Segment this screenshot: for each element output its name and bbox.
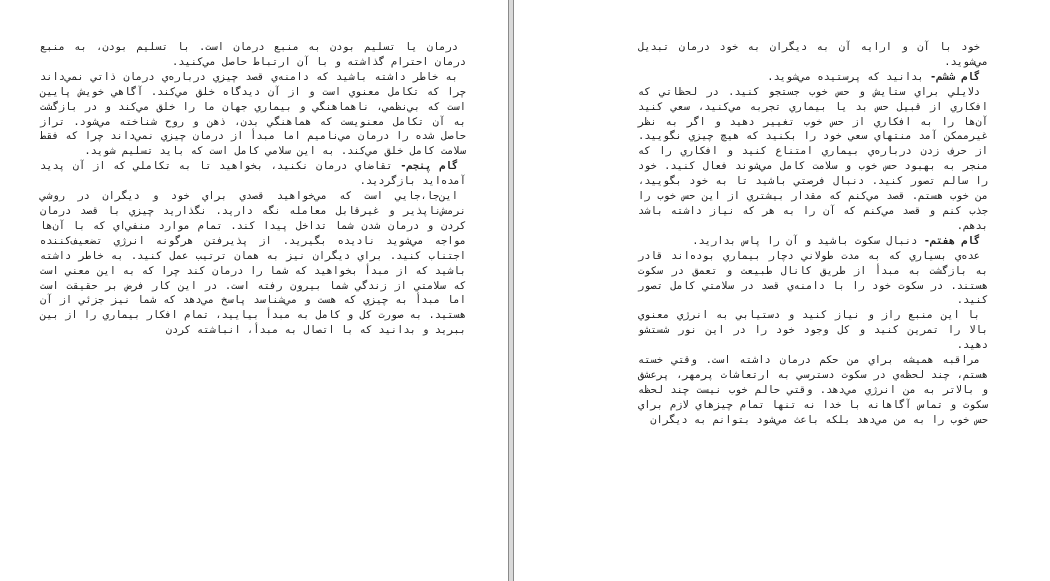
left-page [0, 0, 508, 581]
paragraph: اين‌جا،جايي است كه مي‌خواهيد قصدي براي خود و ديگران در روشي نرمش‌ناپذير و غيرقابل معامله نگه داريد. نگذاريد چيزي با قصد درمان كردن و درمان شدن شما تداخل پيدا كند. تمام موارد منفي‌اي كه با آن‌ها مواجه مي‌شويد ناديده بگيريد. از پذيرفتن هرگونه انرژي تضعيف‌كننده اجتناب كنيد. براي ديگران نيز به همان ترتيب عمل كنيد. به خاطر داشته باشيد كه از مبدأ بخواهيد كه شما را درمان كند چرا كه به اين معني است كه سلامتي از زندگي شما بيرون رفته است. در اين كار فرض بر حقيقت است اما مبدأ به چيزي كه هست و مي‌شناسد پاسخ مي‌دهد كه شما نيز جزئي از آن هستيد. به صورت كل و كامل به مبدأ بياييد، تمام افكار بيماري را از بين ببريد و بدانيد كه با اتصال به مبدأ، انباشته كردن [40, 190, 466, 337]
left-page-text [40, 40, 466, 338]
step-paragraph [638, 70, 988, 85]
paragraph: با اين منبع راز و نياز كنيد و دستيابي به انرژي معنوي بالا را تمرين كنيد و كل وجود خود را در اين نور شستشو دهيد. [638, 309, 988, 352]
paragraph: مراقبه هميشه براي من حكم درمان داشته است. وقتي خسته هستم، چند لحظه‌ي در سكوت دسترسي به ارتعاشات پرمهر، پرعشق و بالاتر به من انرژي مي‌دهد. وقتي حالم خوب نيست چند لحظه سكوت و تماس آگاهانه با خدا نه تنها تمام چيزهاي لازم براي حس خوب را به من مي‌دهد بلكه باعث مي‌شود بتوانم به ديگران [638, 354, 988, 426]
paragraph: درمان يا تسليم بودن به منبع درمان است. با تسليم بودن، به منبع درمان احترام گذاشته و با آن ارتباط حاصل مي‌كنيد. [40, 41, 466, 68]
step-text: بدانيد كه پرستيده مي‌شويد. [767, 70, 930, 83]
paragraph: عده‌ي بسياري كه به مدت طولاني دچار بيماري بوده‌اند قادر به بازگشت به مبدأ از طريق كانال طبيعت و تعمق در سكوت هستند. در سكوت خود را با دامنه‌ي قصد در سلامتي كامل تصور كنيد. [638, 249, 988, 307]
right-page [514, 0, 1050, 581]
paragraph: دلايلي براي ستايش و حس خوب جستجو كنيد. در لحظاتي كه افكاري از قبيل حس بد يا بيماري تجربه مي‌كنيد، سعي كنيد آن‌ها را به افكاري از حس خوب تغيير دهيد و اگر به نظر غيرممكن آمد منتهاي سعي خود را بكنيد كه هيچ چيزي نگوييد. از حرف زدن درباره‌ي بيماري امتناع كنيد و افكاري را كه منجر به بهبود حس خوب و سلامت كامل مي‌شوند فعال كنيد. خود را سالم تصور كنيد. دنبال فرصتي باشيد تا به خود بگوييد، من خوب هستم. قصد مي‌كنم كه مقدار بيشتري از اين حس خوب را جذب كنم و قصد مي‌كنم كه آن را به هر كه نياز داشته باشد بدهم. [638, 85, 988, 232]
step-title: گام پنجم- [400, 160, 458, 173]
right-page-text [638, 40, 988, 428]
step-text: تقاضاي درمان نكنيد، بخواهيد تا به تكاملي كه از آن پديد آمده‌ايد بازگرديد. [40, 160, 466, 188]
step-title: گام هفتم- [923, 234, 980, 247]
paragraph: خود با آن و ارايه آن به ديگران به خود درمان تبديل مي‌شويد. [638, 41, 988, 68]
paragraph: به خاطر داشته باشيد كه دامنه‌ي قصد چيزي درباره‌ي درمان ذاتي نمي‌داند چرا كه تكامل معنوي است و از آن ديدگاه خلق مي‌كند. آگاهي خويش پايين است كه بي‌نظمي، ناهماهنگي و بيماري جهان ما را خلق مي‌كند و در بازگشت به آن تكامل معنويست كه هماهنگي بدن، ذهن و روح شناخته مي‌شود. تراز حاصل شده را درمان مي‌ناميم اما مبدأ از درمان چيزي نمي‌داند چرا كه فقط سلامت كامل خلق مي‌كند. به اين سلامي كامل است كه بايد تسليم شويد. [40, 70, 466, 158]
step-paragraph [638, 234, 988, 249]
step-text: دنبال سكوت باشيد و آن را پاس بداريد. [692, 234, 924, 247]
step-paragraph [40, 159, 466, 189]
step-title: گام ششم- [929, 70, 980, 83]
